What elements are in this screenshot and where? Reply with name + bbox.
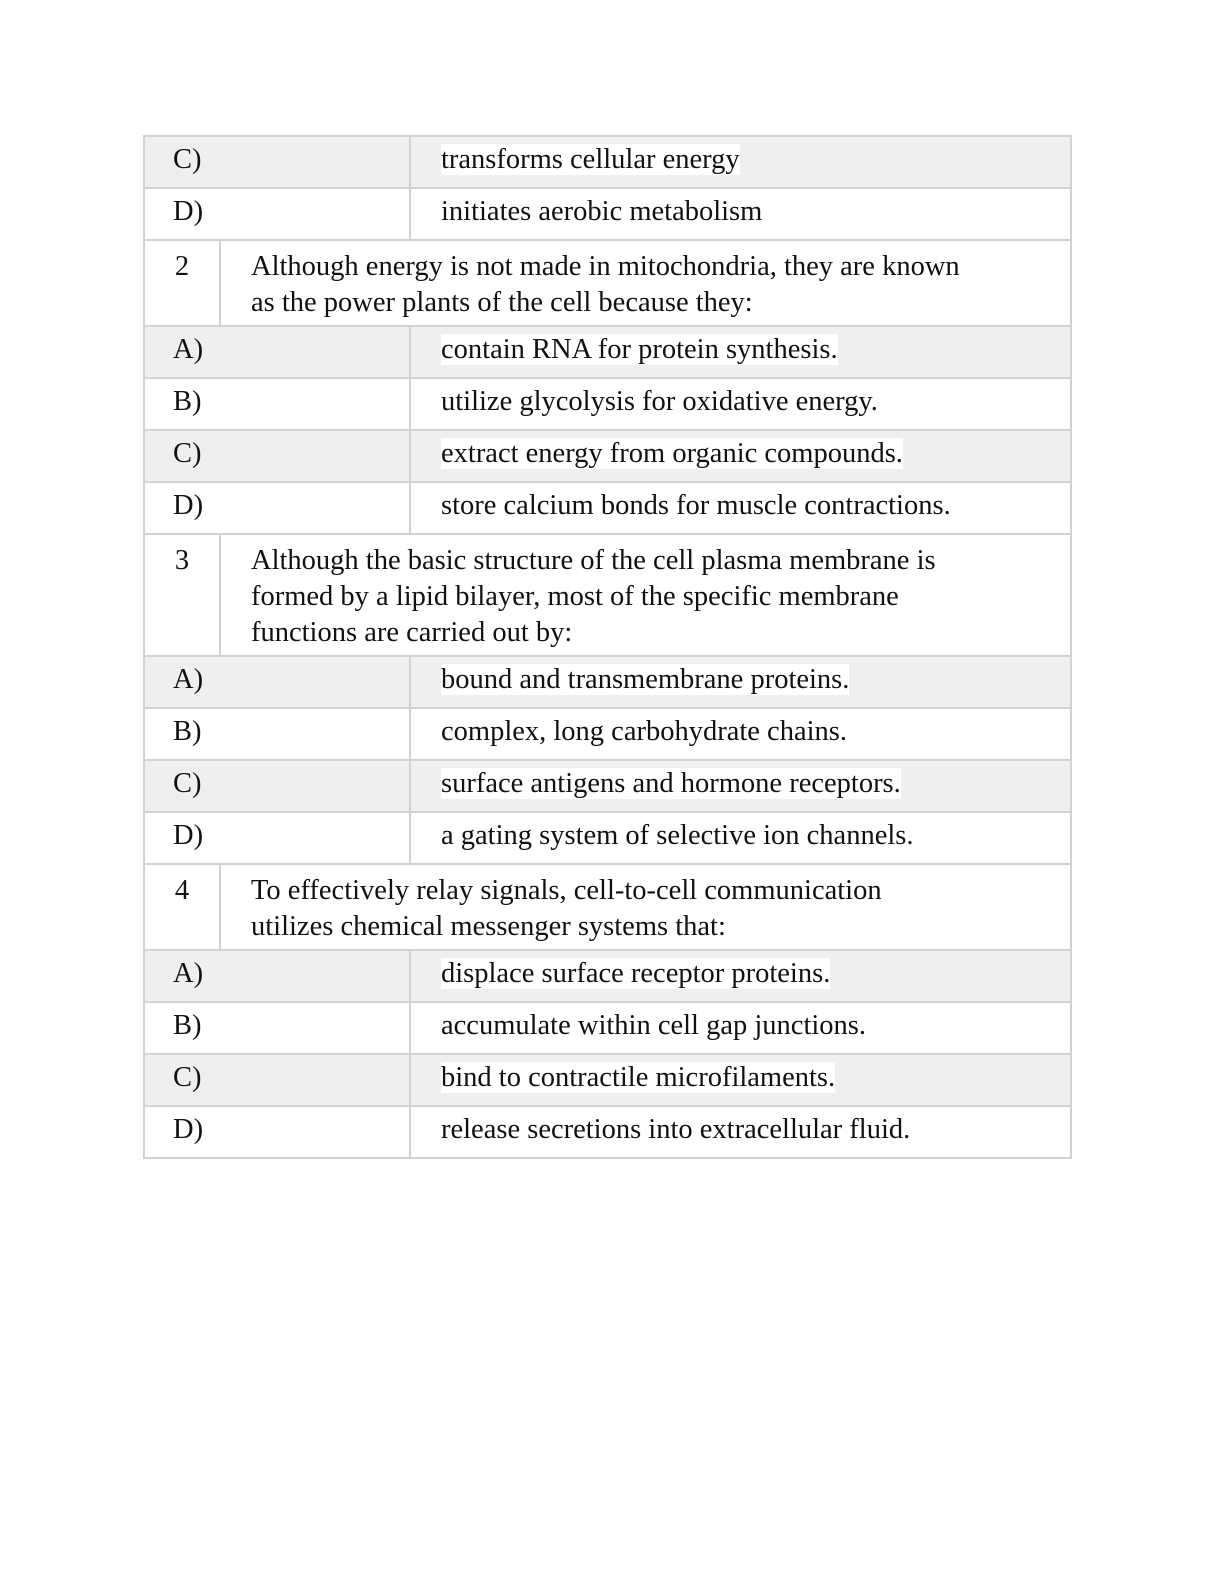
- question-text-line: Although energy is not made in mitochondria, they are known: [251, 251, 960, 282]
- answer-option-row: [144, 950, 1071, 1002]
- option-letter: D): [144, 482, 410, 534]
- answer-option-row: [144, 136, 1071, 188]
- option-text-cell: [410, 1002, 1071, 1054]
- option-letter: B): [144, 378, 410, 430]
- option-letter: D): [144, 188, 410, 240]
- answer-option-row: [144, 326, 1071, 378]
- option-text-cell: [410, 482, 1071, 534]
- option-text: a gating system of selective ion channels.: [441, 820, 914, 851]
- option-text-cell: [410, 656, 1071, 708]
- option-text-cell: [410, 708, 1071, 760]
- option-letter: B): [144, 1002, 410, 1054]
- option-text: utilize glycolysis for oxidative energy.: [441, 386, 878, 417]
- option-text: contain RNA for protein synthesis.: [441, 334, 838, 365]
- option-text: bind to contractile microfilaments.: [441, 1062, 836, 1093]
- option-text-cell: [410, 430, 1071, 482]
- option-letter: C): [144, 1054, 410, 1106]
- question-text-line: as the power plants of the cell because they:: [251, 287, 753, 318]
- answer-option-row: [144, 1106, 1071, 1158]
- option-letter: A): [144, 656, 410, 708]
- option-text: initiates aerobic metabolism: [441, 196, 763, 227]
- question-number: 4: [144, 864, 220, 950]
- question-text-line: Although the basic structure of the cell plasma membrane is: [251, 545, 936, 576]
- option-letter: D): [144, 812, 410, 864]
- option-text-cell: [410, 1106, 1071, 1158]
- option-text: complex, long carbohydrate chains.: [441, 716, 847, 747]
- option-text: store calcium bonds for muscle contractions.: [441, 490, 951, 521]
- answer-option-row: [144, 656, 1071, 708]
- quiz-table: [143, 135, 1072, 1159]
- option-letter: B): [144, 708, 410, 760]
- answer-option-row: [144, 378, 1071, 430]
- answer-option-row: [144, 708, 1071, 760]
- answer-option-row: [144, 188, 1071, 240]
- question-text: [220, 240, 1071, 326]
- option-text: accumulate within cell gap junctions.: [441, 1010, 866, 1041]
- option-text: surface antigens and hormone receptors.: [441, 768, 901, 799]
- option-text-cell: [410, 326, 1071, 378]
- option-letter: D): [144, 1106, 410, 1158]
- option-text-cell: [410, 136, 1071, 188]
- option-letter: A): [144, 326, 410, 378]
- option-text-cell: [410, 1054, 1071, 1106]
- question-row: [144, 864, 1071, 950]
- question-text-line: utilizes chemical messenger systems that:: [251, 911, 726, 942]
- option-text-cell: [410, 812, 1071, 864]
- answer-option-row: [144, 812, 1071, 864]
- answer-option-row: [144, 1002, 1071, 1054]
- answer-option-row: [144, 482, 1071, 534]
- option-letter: C): [144, 760, 410, 812]
- option-text: bound and transmembrane proteins.: [441, 664, 850, 695]
- question-number: 2: [144, 240, 220, 326]
- option-text-cell: [410, 950, 1071, 1002]
- question-number: 3: [144, 534, 220, 656]
- option-text: release secretions into extracellular fluid.: [441, 1114, 911, 1145]
- option-text-cell: [410, 188, 1071, 240]
- option-letter: A): [144, 950, 410, 1002]
- answer-option-row: [144, 430, 1071, 482]
- option-letter: C): [144, 430, 410, 482]
- answer-option-row: [144, 760, 1071, 812]
- question-row: [144, 534, 1071, 656]
- question-text-line: To effectively relay signals, cell-to-cell communication: [251, 875, 882, 906]
- answer-option-row: [144, 1054, 1071, 1106]
- option-text: transforms cellular energy: [441, 144, 740, 175]
- question-text: [220, 864, 1071, 950]
- question-text-line: formed by a lipid bilayer, most of the specific membrane: [251, 581, 899, 612]
- option-text-cell: [410, 378, 1071, 430]
- option-text-cell: [410, 760, 1071, 812]
- option-text: displace surface receptor proteins.: [441, 958, 831, 989]
- question-row: [144, 240, 1071, 326]
- quiz-table-body: [144, 136, 1071, 1158]
- option-text: extract energy from organic compounds.: [441, 438, 903, 469]
- option-letter: C): [144, 136, 410, 188]
- question-text-line: functions are carried out by:: [251, 617, 573, 648]
- question-text: [220, 534, 1071, 656]
